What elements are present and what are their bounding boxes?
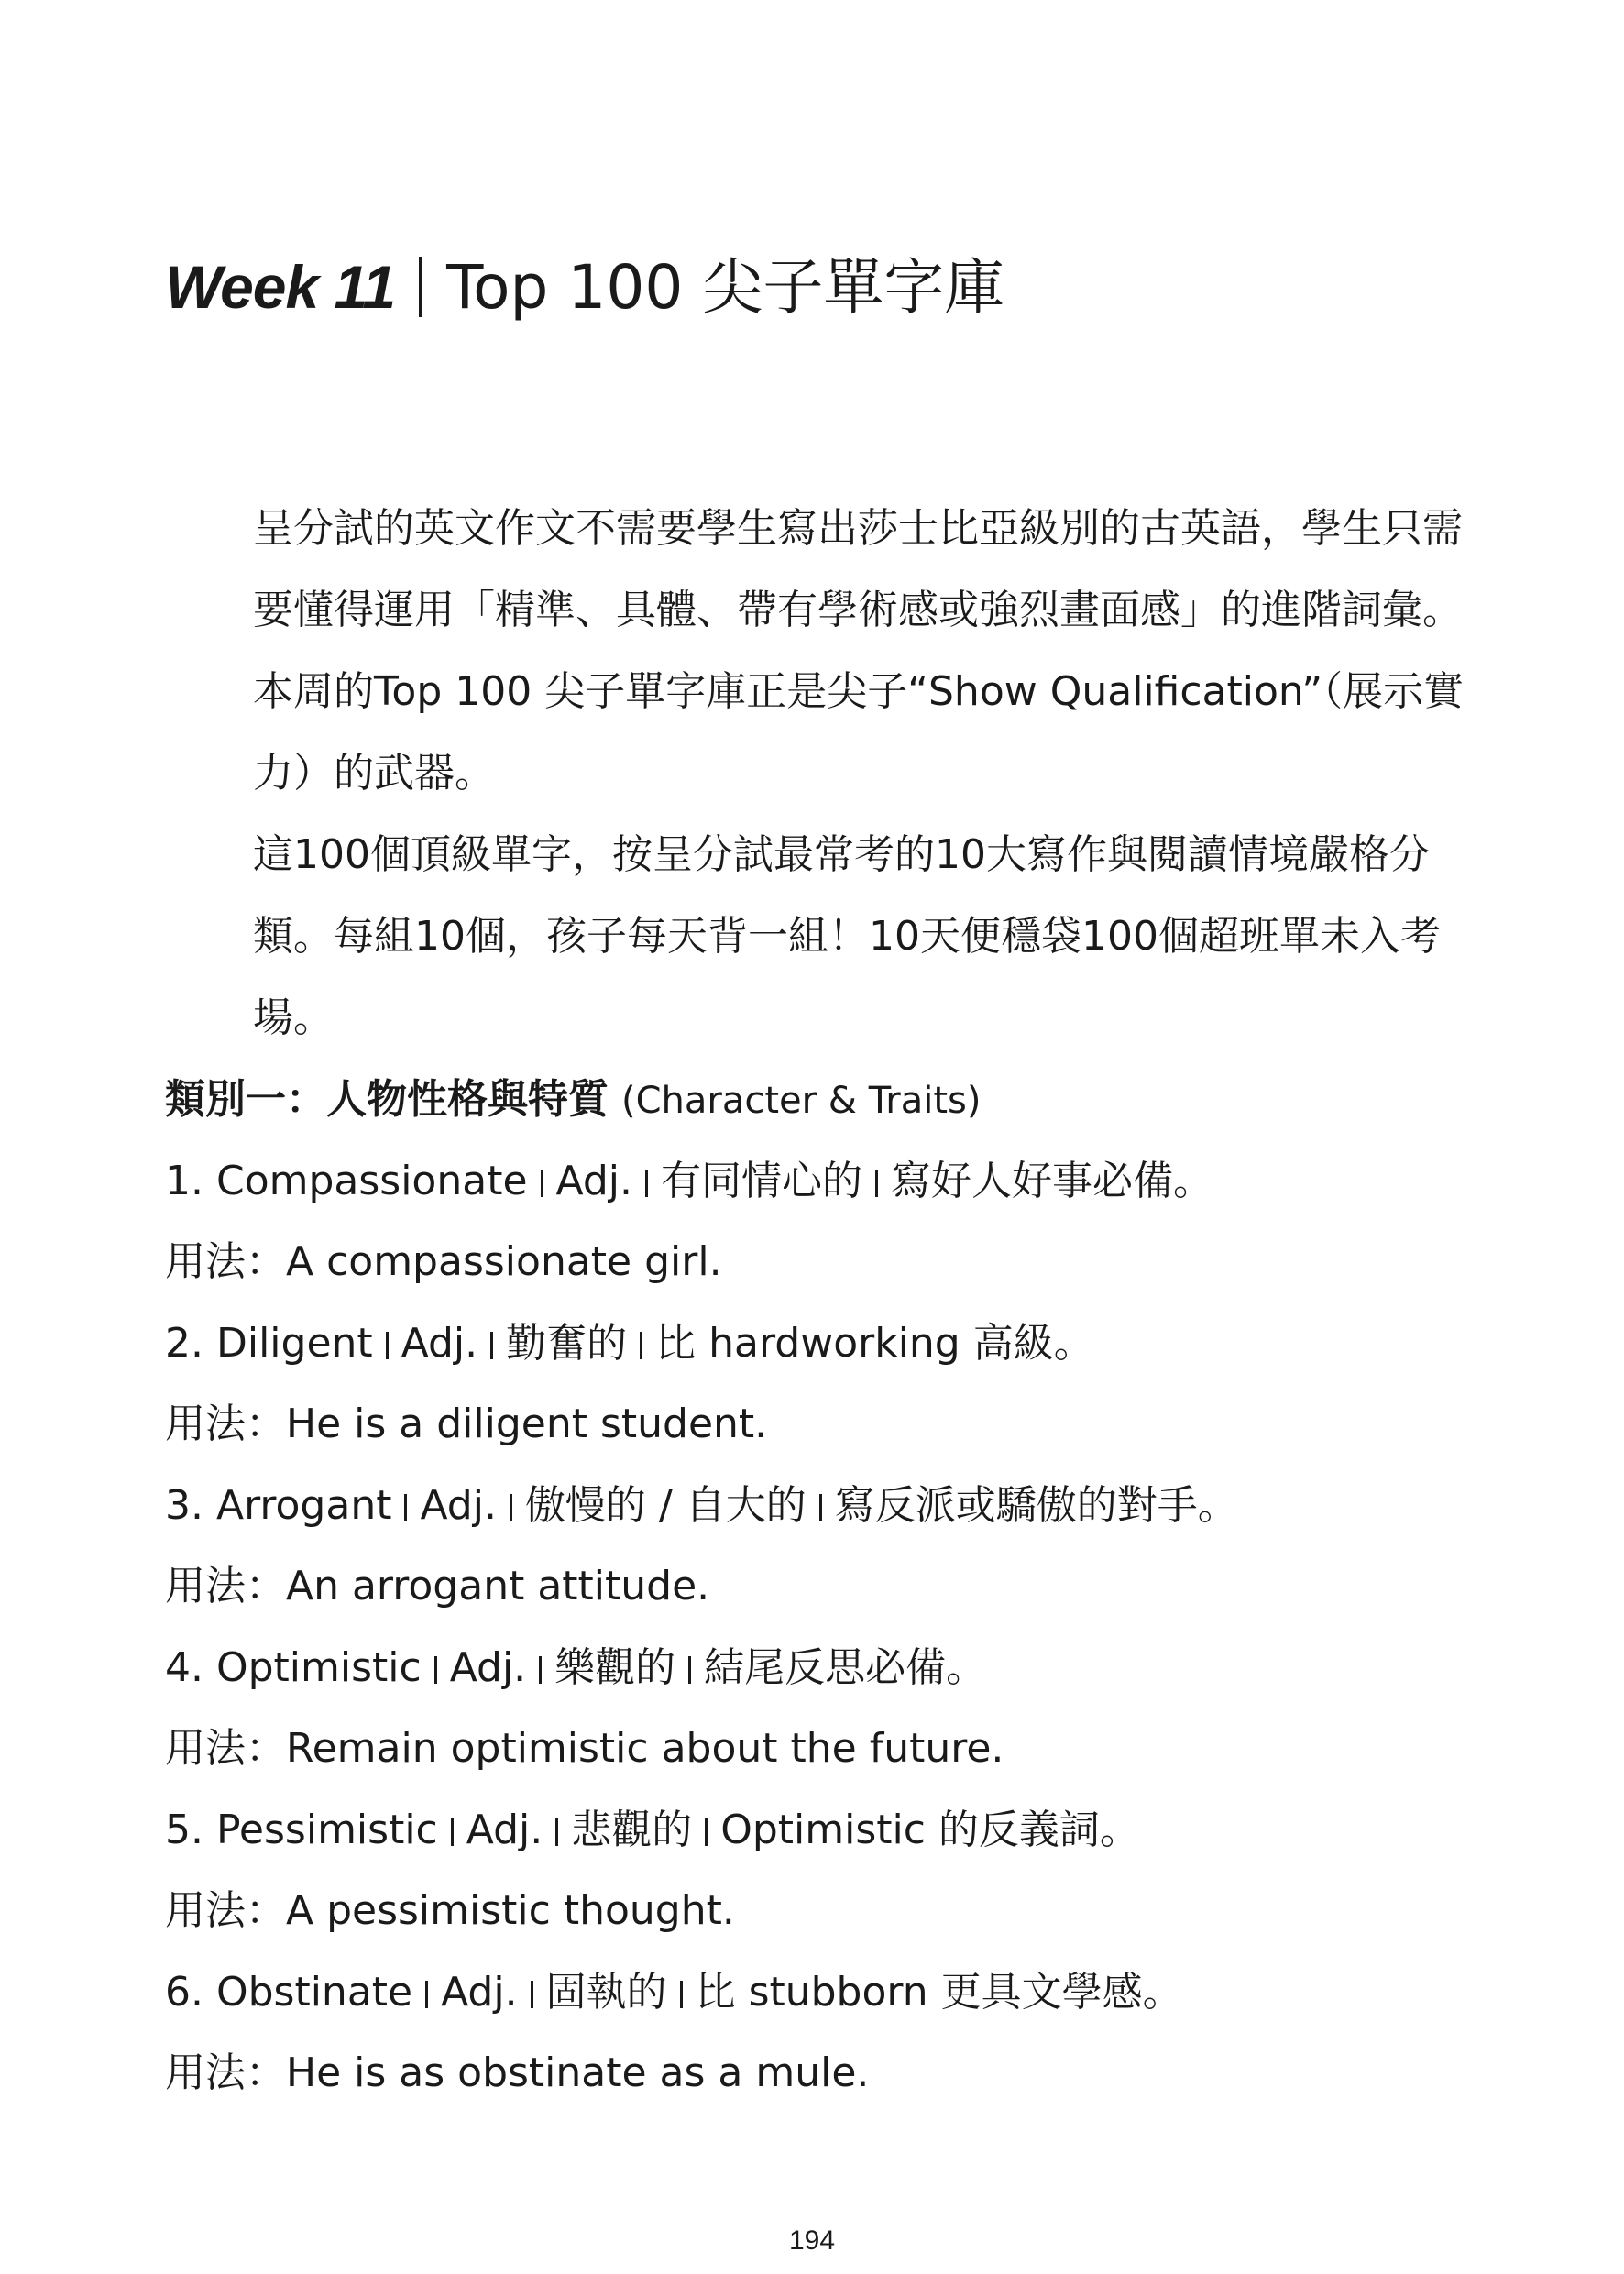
usage-text: A compassionate girl. bbox=[286, 1238, 722, 1285]
title-week: Week 11 bbox=[165, 253, 396, 321]
vocab-word: 3. Arrogant bbox=[165, 1482, 392, 1529]
usage-label: 用法： bbox=[165, 1725, 286, 1772]
vocab-entry bbox=[165, 1965, 1183, 2020]
intro-text-2: 這100個頂級單字，按呈分試最常考的10大寫作與閱讀情境嚴格分類。每組10個，孩子每天背一組！10天便穩袋100個超班單未入考場。 bbox=[253, 831, 1441, 1041]
separator bbox=[434, 1656, 437, 1684]
vocab-entry bbox=[165, 1154, 1213, 1209]
separator bbox=[705, 1818, 708, 1846]
vocab-note: 比 hardworking 高級。 bbox=[655, 1320, 1094, 1367]
vocab-meaning: 有同情心的 bbox=[661, 1158, 862, 1204]
separator bbox=[510, 1494, 512, 1521]
vocab-word: 6. Obstinate bbox=[165, 1969, 413, 2016]
vocab-entry bbox=[165, 1641, 986, 1696]
vocab-pos: Adj. bbox=[449, 1644, 527, 1691]
vocab-word: 4. Optimistic bbox=[165, 1644, 422, 1691]
separator bbox=[645, 1170, 648, 1197]
vocab-note: 寫好人好事必備。 bbox=[891, 1158, 1213, 1204]
vocab-entry bbox=[165, 1478, 1238, 1533]
vocab-note: 結尾反思必備。 bbox=[704, 1644, 987, 1691]
separator bbox=[539, 1656, 542, 1684]
intro-paragraph-1 bbox=[165, 488, 1466, 814]
separator bbox=[640, 1332, 642, 1359]
separator bbox=[541, 1170, 543, 1197]
title-divider bbox=[419, 257, 422, 317]
separator bbox=[875, 1170, 878, 1197]
page-number: 194 bbox=[788, 2225, 836, 2256]
usage-text: Remain optimistic about the future. bbox=[286, 1725, 1004, 1772]
vocab-word: 2. Diligent bbox=[165, 1320, 373, 1367]
vocab-meaning: 悲觀的 bbox=[571, 1807, 693, 1853]
separator bbox=[386, 1332, 389, 1359]
vocab-usage bbox=[165, 1721, 1004, 1776]
vocab-usage bbox=[165, 1397, 767, 1452]
vocab-meaning: 傲慢的 / 自大的 bbox=[524, 1482, 807, 1529]
vocab-note: Optimistic 的反義詞。 bbox=[720, 1807, 1140, 1853]
usage-label: 用法： bbox=[165, 1887, 286, 1934]
vocab-pos: Adj. bbox=[466, 1807, 543, 1853]
usage-text: He is a diligent student. bbox=[286, 1401, 768, 1447]
vocab-note: 比 stubborn 更具文學感。 bbox=[695, 1969, 1183, 2016]
intro-paragraph-2 bbox=[165, 814, 1466, 1059]
category-english: (Character & Traits) bbox=[621, 1080, 982, 1122]
usage-label: 用法： bbox=[165, 1238, 286, 1285]
vocab-usage bbox=[165, 2046, 869, 2101]
category-title: 類別一：人物性格與特質 bbox=[165, 1076, 609, 1123]
vocab-pos: Adj. bbox=[555, 1158, 632, 1204]
usage-text: He is as obstinate as a mule. bbox=[286, 2049, 870, 2096]
vocab-pos: Adj. bbox=[420, 1482, 497, 1529]
vocab-word: 5. Pessimistic bbox=[165, 1807, 438, 1853]
vocab-usage bbox=[165, 1235, 722, 1290]
usage-text: An arrogant attitude. bbox=[286, 1563, 710, 1609]
separator bbox=[425, 1981, 428, 2008]
separator bbox=[451, 1818, 454, 1846]
vocab-word: 1. Compassionate bbox=[165, 1158, 528, 1204]
separator bbox=[490, 1332, 493, 1359]
vocab-pos: Adj. bbox=[401, 1320, 478, 1367]
separator bbox=[688, 1656, 691, 1684]
separator bbox=[680, 1981, 683, 2008]
vocab-usage bbox=[165, 1884, 735, 1939]
separator bbox=[404, 1494, 407, 1521]
vocab-meaning: 固執的 bbox=[545, 1969, 667, 2016]
vocab-entry bbox=[165, 1803, 1140, 1858]
separator bbox=[555, 1818, 558, 1846]
title-text: Top 100 尖子單字庫 bbox=[446, 252, 1005, 323]
separator bbox=[531, 1981, 533, 2008]
vocab-pos: Adj. bbox=[441, 1969, 518, 2016]
separator bbox=[819, 1494, 822, 1521]
vocab-note: 寫反派或驕傲的對手。 bbox=[834, 1482, 1238, 1529]
vocab-meaning: 勤奮的 bbox=[506, 1320, 628, 1367]
vocab-entry bbox=[165, 1316, 1094, 1371]
vocab-meaning: 樂觀的 bbox=[554, 1644, 676, 1691]
usage-label: 用法： bbox=[165, 1401, 286, 1447]
usage-label: 用法： bbox=[165, 1563, 286, 1609]
category-heading bbox=[165, 1072, 981, 1128]
vocab-usage bbox=[165, 1559, 709, 1614]
page-title bbox=[165, 246, 1004, 329]
usage-label: 用法： bbox=[165, 2049, 286, 2096]
usage-text: A pessimistic thought. bbox=[286, 1887, 735, 1934]
intro-text-1: 呈分試的英文作文不需要學生寫出莎士比亞級別的古英語，學生只需要懂得運用「精準、具體、帶有學術感或強烈畫面感」的進階詞彙。本周的Top 100 尖子單字庫正是尖子“Show Qualification”（展示實力）的武器。 bbox=[253, 505, 1465, 796]
